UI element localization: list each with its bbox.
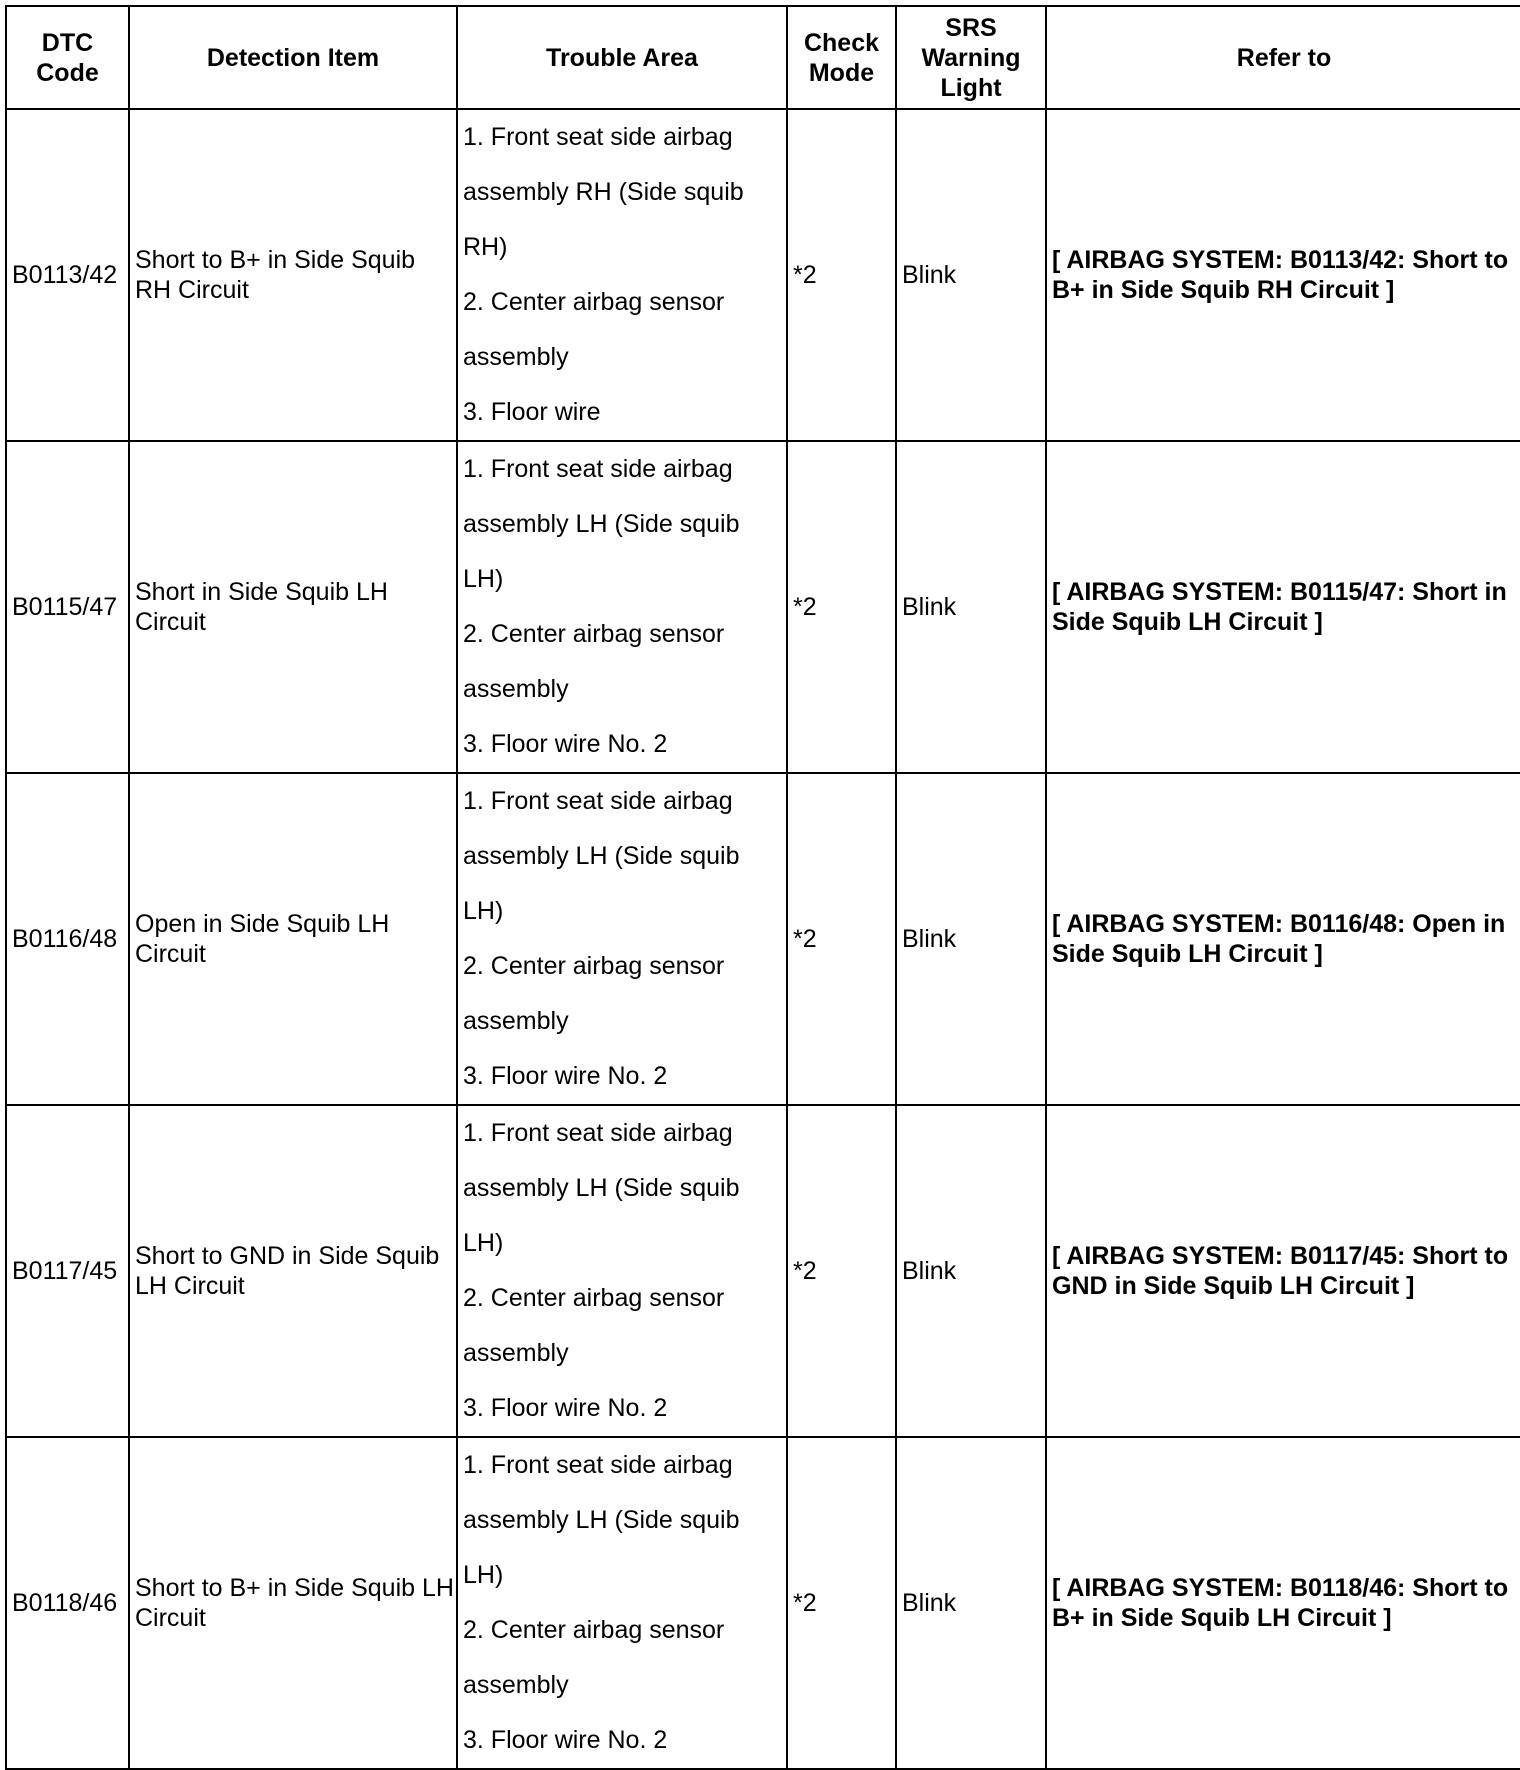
refer-to-link[interactable]: [ AIRBAG SYSTEM: B0116/48: Open in Side Squib LH Circuit ] [1046,773,1520,1105]
trouble-area-cell [457,109,787,441]
detection-item-cell: Short to B+ in Side Squib LH Circuit [129,1437,457,1769]
table-body [6,109,1520,1769]
table-header [6,6,1520,109]
refer-to-link[interactable]: [ AIRBAG SYSTEM: B0115/47: Short in Side Squib LH Circuit ] [1046,441,1520,773]
header-dtc-code [6,6,129,109]
trouble-area-line: 3. Floor wire No. 2 [463,1726,668,1754]
trouble-area-line: assembly [463,1671,569,1699]
trouble-area-line: 2. Center airbag sensor [463,1616,725,1644]
trouble-area-line: 3. Floor wire [463,398,601,426]
trouble-area-line: assembly [463,343,569,371]
trouble-area-line: 3. Floor wire No. 2 [463,1394,668,1422]
trouble-area-line: LH) [463,1229,504,1257]
trouble-area-line: assembly LH (Side squib [463,842,740,870]
trouble-area-line: assembly RH (Side squib [463,178,744,206]
trouble-area-cell [457,773,787,1105]
table-row [6,773,1520,1105]
table-row [6,1437,1520,1769]
header-detection-item: Detection Item [129,6,457,109]
trouble-area-line: assembly [463,675,569,703]
header-check-mode-line1: Check [803,28,880,57]
check-mode-cell: *2 [787,441,896,773]
detection-item-cell: Short in Side Squib LH Circuit [129,441,457,773]
refer-to-link[interactable]: [ AIRBAG SYSTEM: B0118/46: Short to B+ in Side Squib LH Circuit ] [1046,1437,1520,1769]
trouble-area-cell [457,441,787,773]
trouble-area-line: 2. Center airbag sensor [463,620,725,648]
dtc-table [5,5,1520,1770]
srs-light-cell: Blink [896,1105,1046,1437]
header-trouble-area: Trouble Area [457,6,787,109]
trouble-area-line: assembly [463,1339,569,1367]
trouble-area-line: 1. Front seat side airbag [463,455,733,483]
trouble-area-line: LH) [463,897,504,925]
trouble-area-line: 3. Floor wire No. 2 [463,730,668,758]
trouble-area-line: assembly LH (Side squib [463,1174,740,1202]
trouble-area-line: 2. Center airbag sensor [463,1284,725,1312]
header-srs-line1: SRS [945,13,997,42]
check-mode-cell: *2 [787,773,896,1105]
srs-light-cell: Blink [896,773,1046,1105]
trouble-area-line: 1. Front seat side airbag [463,1451,733,1479]
table-row [6,441,1520,773]
header-check-mode-line2: Mode [808,58,875,87]
trouble-area-line: LH) [463,565,504,593]
trouble-area-cell [457,1105,787,1437]
trouble-area-line: 3. Floor wire No. 2 [463,1062,668,1090]
table-row [6,109,1520,441]
dtc-code-cell: B0117/45 [6,1105,129,1437]
header-check-mode [787,6,896,109]
trouble-area-line: assembly [463,1007,569,1035]
refer-to-link[interactable]: [ AIRBAG SYSTEM: B0113/42: Short to B+ in Side Squib RH Circuit ] [1046,109,1520,441]
detection-item-cell: Open in Side Squib LH Circuit [129,773,457,1105]
header-refer-to: Refer to [1046,6,1520,109]
trouble-area-line: RH) [463,233,508,261]
trouble-area-line: 2. Center airbag sensor [463,288,725,316]
dtc-code-cell: B0116/48 [6,773,129,1105]
dtc-code-cell: B0118/46 [6,1437,129,1769]
srs-light-cell: Blink [896,441,1046,773]
trouble-area-line: assembly LH (Side squib [463,510,740,538]
header-srs-line3: Light [940,73,1002,102]
trouble-area-line: assembly LH (Side squib [463,1506,740,1534]
table-row [6,1105,1520,1437]
srs-light-cell: Blink [896,109,1046,441]
header-row [6,6,1520,109]
detection-item-cell: Short to B+ in Side Squib RH Circuit [129,109,457,441]
refer-to-link[interactable]: [ AIRBAG SYSTEM: B0117/45: Short to GND in Side Squib LH Circuit ] [1046,1105,1520,1437]
check-mode-cell: *2 [787,1437,896,1769]
check-mode-cell: *2 [787,109,896,441]
header-srs-line2: Warning [921,43,1021,72]
header-dtc-code-line2: Code [36,58,99,87]
header-dtc-code-line1: DTC [41,28,94,57]
check-mode-cell: *2 [787,1105,896,1437]
trouble-area-line: LH) [463,1561,504,1589]
trouble-area-line: 1. Front seat side airbag [463,1119,733,1147]
header-srs-warning-light [896,6,1046,109]
trouble-area-line: 1. Front seat side airbag [463,123,733,151]
srs-light-cell: Blink [896,1437,1046,1769]
trouble-area-cell [457,1437,787,1769]
dtc-code-cell: B0113/42 [6,109,129,441]
dtc-code-cell: B0115/47 [6,441,129,773]
trouble-area-line: 2. Center airbag sensor [463,952,725,980]
detection-item-cell: Short to GND in Side Squib LH Circuit [129,1105,457,1437]
trouble-area-line: 1. Front seat side airbag [463,787,733,815]
